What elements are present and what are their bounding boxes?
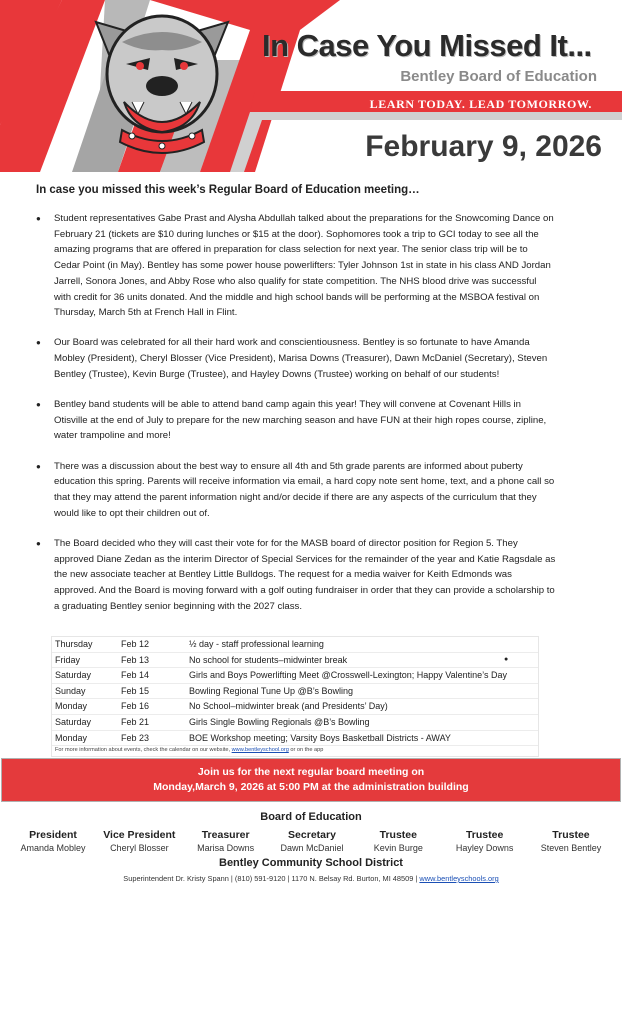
event-day: Friday bbox=[55, 654, 81, 665]
member-name: Amanda Mobley bbox=[20, 843, 86, 853]
newsletter-tagline: LEARN TODAY. LEAD TOMORROW. bbox=[369, 97, 592, 111]
banner-line-1: Join us for the next regular board meeting on bbox=[197, 766, 425, 778]
member-role: Trustee bbox=[379, 829, 417, 841]
event-date: Feb 13 bbox=[121, 654, 150, 665]
member-role: Trustee bbox=[552, 829, 590, 841]
summary-bullet: ● Bentley band students will be able to attend band camp again this year! They will convene at Covenant Hills in Otisville at the end of July to prepare for the new marching season and have FUN at their high ropes course, zipline, water trampoline and more! bbox=[36, 397, 556, 444]
board-members bbox=[12, 828, 612, 855]
event-row bbox=[52, 715, 538, 731]
member-role: Secretary bbox=[288, 829, 336, 841]
event-date: Feb 16 bbox=[121, 701, 150, 712]
upcoming-events-table bbox=[51, 636, 539, 757]
board-member bbox=[444, 828, 526, 855]
member-name: Hayley Downs bbox=[455, 843, 514, 853]
events-footnote-prefix: For more information about events, check the calendar on our website, bbox=[55, 747, 232, 754]
event-date: Feb 23 bbox=[121, 732, 150, 743]
newsletter-date: February 9, 2026 bbox=[365, 130, 602, 163]
member-role: President bbox=[29, 829, 77, 841]
newsletter-header bbox=[0, 0, 622, 172]
event-description: Bowling Regional Tune Up @B’s Bowling bbox=[189, 685, 354, 696]
board-member bbox=[185, 828, 267, 855]
member-role: Vice President bbox=[103, 829, 176, 841]
member-role: Treasurer bbox=[201, 829, 250, 841]
event-day: Saturday bbox=[55, 670, 92, 681]
event-row bbox=[52, 684, 538, 700]
district-name: Bentley Community School District bbox=[219, 857, 403, 869]
summary-bullet-list bbox=[36, 211, 556, 614]
summary-bullet: ● Our Board was celebrated for all their hard work and conscientiousness. Bentley is so fortunate to have Amanda Mobley (President), Cheryl Blosser (Vice President), Marisa Downs (Treasurer), Dawn McDaniel (Secretary), Steven Bentley (Trustee), Kevin Burge (Trustee), and Hayley Downs (Trustee) working on behalf of our students! bbox=[36, 335, 556, 382]
event-description: BOE Workshop meeting; Varsity Boys Basketball Districts - AWAY bbox=[189, 732, 451, 743]
event-date: Feb 12 bbox=[121, 639, 150, 649]
event-row bbox=[52, 699, 538, 715]
event-date: Feb 15 bbox=[121, 685, 150, 696]
member-name: Steven Bentley bbox=[540, 843, 602, 853]
newsletter-title: In Case You Missed It... bbox=[262, 28, 592, 63]
event-row bbox=[52, 668, 538, 684]
member-name: Dawn McDaniel bbox=[280, 843, 344, 853]
district-contact bbox=[0, 874, 622, 883]
event-day: Monday bbox=[55, 701, 88, 712]
board-member bbox=[12, 828, 94, 855]
event-row bbox=[52, 731, 538, 747]
board-member bbox=[271, 828, 353, 855]
district-website-link[interactable]: www.bentleyschools.org bbox=[419, 874, 499, 883]
board-title: Board of Education bbox=[260, 811, 362, 823]
events-website-link[interactable]: www.bentleyschool.org bbox=[231, 747, 289, 754]
member-name: Kevin Burge bbox=[373, 843, 423, 853]
event-description: Girls Single Bowling Regionals @B’s Bowling bbox=[189, 716, 370, 727]
event-day: Thursday bbox=[55, 639, 93, 649]
next-meeting-banner bbox=[1, 758, 621, 802]
summary-bullet: ● There was a discussion about the best way to ensure all 4th and 5th grade parents are informed about puberty education this spring. Parents will receive information via email, a hard copy note sent home, text, and a phone call so that they may attend the parent information night and/or decide if there are any aspects of the curriculum that they would like to opt their children out of. bbox=[36, 459, 556, 522]
summary-bullet: ● Student representatives Gabe Prast and Alysha Abdullah talked about the preparations for the Snowcoming Dance on February 21 (tickets are $10 during lunches or $15 at the door). Sophomores took a trip to GCI today to see all the amazing programs that are offered in preparation for class selection for next year. The senior class trip will be to Cedar Point (in May). Bentley has some power house powerlifters: Tyler Johnson 1st in state in his class AND Jordan Jarrell, Sonora Jones, and Abby Rose who also qualify for state competition. The NHS blood drive was successful with credit for 36 units donated. And the middle and high school bands will be performing at the MSBOA festival on Thursday, March 5th at French Hall in Flint. bbox=[36, 211, 556, 321]
bullet-dot-icon: ● bbox=[504, 655, 509, 663]
event-description: ½ day - staff professional learning bbox=[189, 639, 324, 649]
event-description: No school for students–midwinter break bbox=[189, 654, 348, 665]
board-member bbox=[357, 828, 439, 855]
events-footnote bbox=[52, 746, 538, 756]
event-day: Monday bbox=[55, 732, 88, 743]
contact-text: Superintendent Dr. Kristy Spann | (810) 591-9120 | 1170 N. Belsay Rd. Burton, MI 48509 | bbox=[123, 874, 420, 883]
meeting-summary bbox=[36, 184, 556, 629]
events-footnote-suffix: or on the app bbox=[288, 747, 324, 754]
event-description: Girls and Boys Powerlifting Meet @Crosswell-Lexington; Happy Valentine’s Day bbox=[189, 670, 507, 681]
event-date: Feb 21 bbox=[121, 716, 150, 727]
member-name: Marisa Downs bbox=[197, 843, 255, 853]
bulldog-mascot-logo bbox=[92, 2, 232, 164]
member-name: Cheryl Blosser bbox=[110, 843, 169, 853]
event-row bbox=[52, 637, 538, 653]
event-row bbox=[52, 653, 538, 669]
newsletter-subtitle: Bentley Board of Education bbox=[400, 68, 597, 85]
event-day: Sunday bbox=[55, 685, 86, 696]
intro-heading: In case you missed this week’s Regular Board of Education meeting… bbox=[36, 184, 420, 196]
event-day: Saturday bbox=[55, 716, 92, 727]
banner-line-2: Monday,March 9, 2026 at 5:00 PM at the administration building bbox=[153, 781, 469, 793]
event-description: No School–midwinter break (and Presidents’ Day) bbox=[189, 701, 388, 712]
board-member bbox=[530, 828, 612, 855]
event-date: Feb 14 bbox=[121, 670, 150, 681]
board-member bbox=[98, 828, 180, 855]
summary-bullet: ● The Board decided who they will cast their vote for for the MASB board of director position for Region 5. They approved Diane Zedan as the interim Director of Special Services for the remainder of the year and Katie Ragsdale as the new associate teacher at Bentley Little Bulldogs. The request for a media waiver for Keith Edmonds was approved. And the Board is moving forward with a golf outing fundraiser in order that they can provide a scholarship to a graduating Bentley senior beginning with the 2027 class. bbox=[36, 536, 556, 615]
member-role: Trustee bbox=[465, 829, 504, 841]
